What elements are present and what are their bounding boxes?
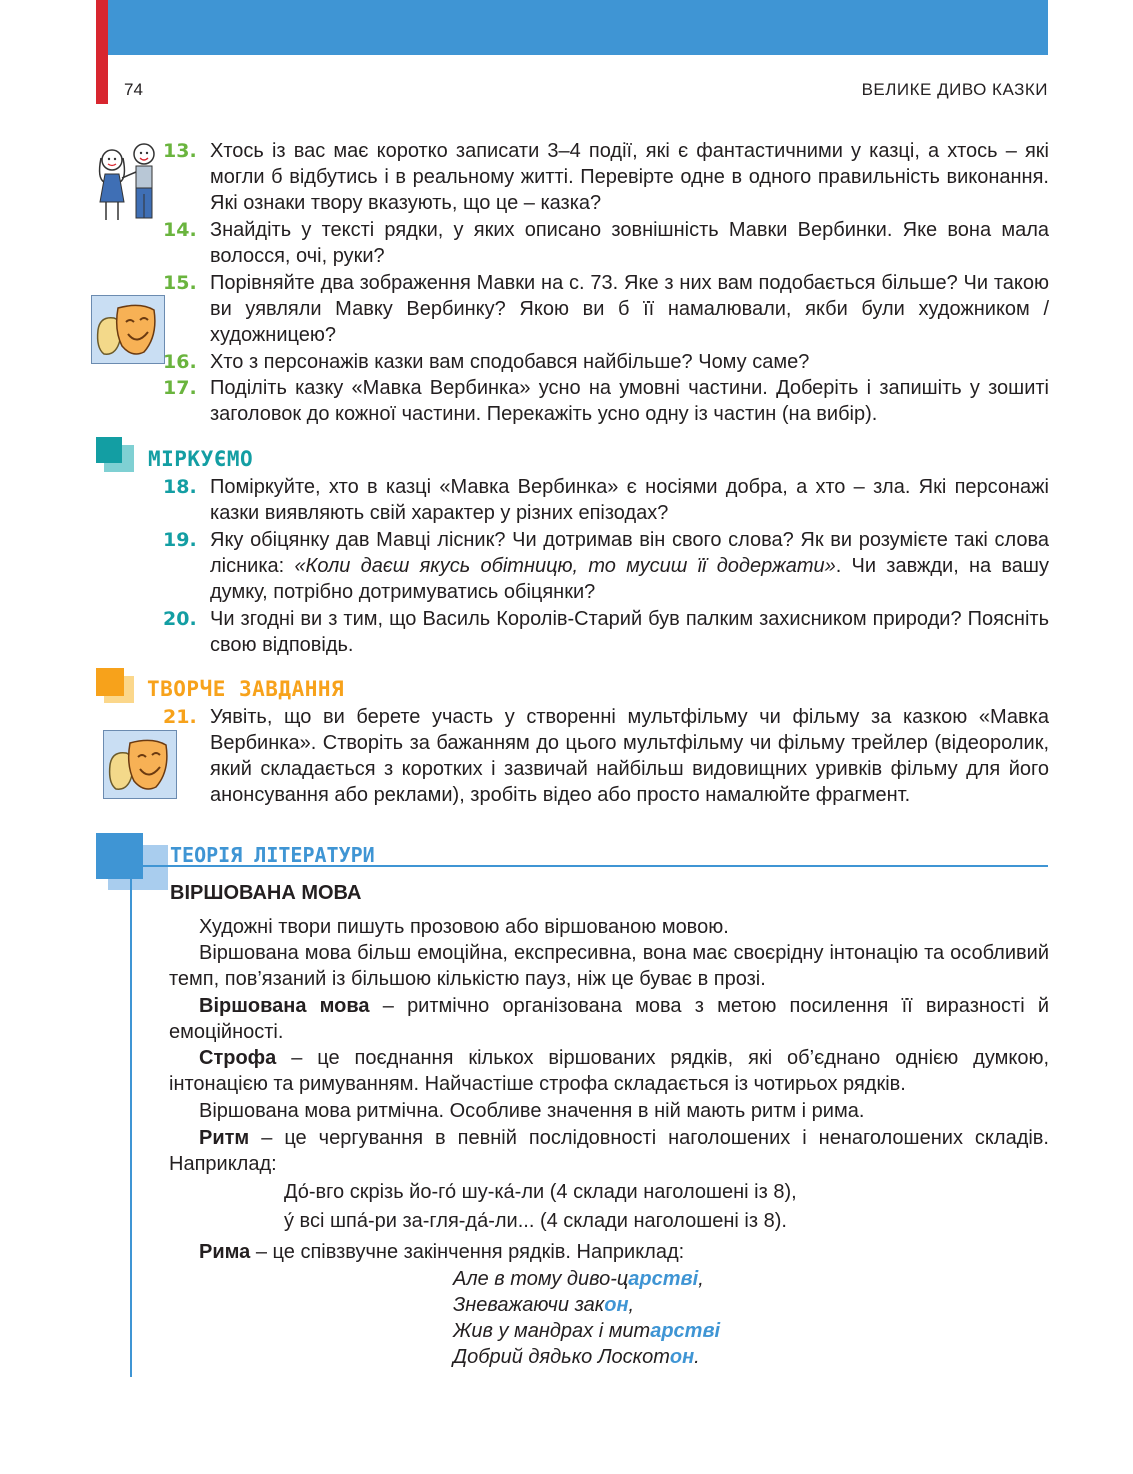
task-15 <box>163 270 1049 348</box>
task-number: 16. <box>163 351 197 373</box>
task-21 <box>163 704 1049 808</box>
theory-paragraph: Віршована мова ритмічна. Особливе значення в ній мають ритм і рима. <box>199 1100 865 1122</box>
task-14 <box>163 217 1049 269</box>
example-line: у́ всі шпа́-ри за-гля-да́-ли... (4 склади наголошені із 8). <box>284 1210 787 1232</box>
task-20 <box>163 606 1049 658</box>
task-19 <box>163 527 1049 605</box>
task-text: Поміркуйте, хто в казці «Мавка Вербинка» є носіями добра, а хто – зла. Які персонажі казки виявляють свій характер у різних епізодах? <box>210 476 1049 524</box>
task-number: 19. <box>163 529 197 551</box>
term: Ритм <box>199 1127 250 1149</box>
task-text: Знайдіть у тексті рядки, у яких описано зовнішність Мавки Вербинки. Яке вона мала волосся, очі, руки? <box>210 219 1049 267</box>
task-text: Хто з персонажів казки вам сподобався найбільше? Чому саме? <box>210 351 810 373</box>
theatre-masks-icon <box>91 295 165 364</box>
theory-paragraph: Віршована мова – ритмічно організована мова з метою посилення її виразності й емоційності. <box>169 995 1049 1043</box>
task-18 <box>163 474 1049 526</box>
section-square-icon <box>96 437 136 473</box>
example-line: До́-вго скрізь йо-го́ шу-ка́-ли (4 склади наголошені із 8), <box>284 1181 797 1203</box>
task-number: 17. <box>163 377 197 399</box>
task-text: Поділіть казку «Мавка Вербинка» усно на умовні частини. Доберіть і запишіть у зошиті заголовок до кожної частини. Перекажіть усно одну із частин (на вибір). <box>210 377 1049 425</box>
theory-paragraph: Строфа – це поєднання кількох віршованих рядків, які об’єднано однією думкою, інтонацією та римуванням. Найчастіше строфа складається із чотирьох рядків. <box>169 1047 1049 1095</box>
task-number: 21. <box>163 706 197 728</box>
task-number: 20. <box>163 608 197 630</box>
children-pair-icon <box>92 138 164 224</box>
rhyme: он <box>604 1294 629 1316</box>
section-square-icon <box>96 668 136 704</box>
theory-border-left <box>130 865 132 1377</box>
theory-paragraph: Ритм – це чергування в певній послідовності наголошених і ненаголошених складів. Наприклад: <box>169 1127 1049 1175</box>
task-text: Чи згодні ви з тим, що Василь Королів-Старий був палким захисником природи? Поясніть свою відповідь. <box>210 608 1049 656</box>
rhyme: арстві <box>628 1268 699 1290</box>
section-title-think: МІРКУЄМО <box>148 447 254 471</box>
task-number: 13. <box>163 140 197 162</box>
theory-paragraph: Рима – це співзвучне закінчення рядків. Наприклад: <box>199 1241 685 1263</box>
rhyme: он <box>669 1346 695 1368</box>
task-13 <box>163 138 1049 216</box>
term: Строфа <box>199 1047 277 1069</box>
poem-line: Добрий дядько Лоскотон. <box>453 1346 700 1368</box>
task-text: Яку обіцянку дав Мавці лісник? Чи дотримав він свого слова? Як ви розумієте такі слова лісника: «Коли даєш якусь обітницю, то мусиш її додержати». Чи завжди, на вашу думку, потрібно дотримуватись обіцянки? <box>210 529 1049 603</box>
task-number: 15. <box>163 272 197 294</box>
header-bar <box>100 0 1048 55</box>
theory-title: ТЕОРІЯ ЛІТЕРАТУРИ <box>170 843 375 867</box>
task-text: Хтось із вас має коротко записати 3–4 події, які є фантастичними у казці, а хтось – які могли б відбутись і в реальному житті. Перевірте одне в одного правильність виконання. Які ознаки твору вказують, що це – казка? <box>210 140 1049 214</box>
rhyme: арстві <box>650 1320 721 1342</box>
task-number: 18. <box>163 476 197 498</box>
quote: «Коли даєш якусь обітницю, то мусиш її додержати» <box>294 555 836 577</box>
theory-subtitle: ВІРШОВАНА МОВА <box>170 882 362 904</box>
task-text: Уявіть, що ви берете участь у створенні мультфільму чи фільму за казкою «Мавка Вербинка». Створіть за бажанням до цього мультфільму чи фільму трейлер (відеоролик, який складається з коротких і зазвичай найбільш видовищних уривків фільму для його анонсування або реклами), зробіть відео або просто намалюйте фрагмент. <box>210 706 1049 806</box>
poem-line: Але в тому диво-царстві, <box>453 1268 704 1290</box>
theory-square <box>96 833 143 879</box>
task-17 <box>163 375 1049 427</box>
task-number: 14. <box>163 219 197 241</box>
theory-paragraph: Віршована мова більш емоційна, експресивна, вона має своєрідну інтонацію та особливий темп, пов’язаний із більшою кількістю пауз, ніж це буває в прозі. <box>169 942 1049 990</box>
task-16 <box>163 349 1049 375</box>
poem-line: Жив у мандрах і митарстві <box>453 1320 721 1342</box>
poem-line: Зневажаючи закон, <box>453 1294 635 1316</box>
task-text: Порівняйте два зображення Мавки на с. 73. Яке з них вам подобається більше? Чи такою ви уявляли Мавку Вербинку? Якою ви б її намалювали, якби були художником / художницею? <box>210 272 1049 346</box>
section-title-creative: ТВОРЧЕ ЗАВДАННЯ <box>147 677 345 701</box>
term: Рима <box>199 1241 251 1263</box>
poem <box>453 1266 720 1370</box>
theory-paragraph: Художні твори пишуть прозовою або віршованою мовою. <box>199 916 729 938</box>
running-title: ВЕЛИКЕ ДИВО КАЗКИ <box>861 80 1048 99</box>
header-accent <box>96 0 108 104</box>
term: Віршована мова <box>199 995 370 1017</box>
page-number: 74 <box>124 80 143 99</box>
